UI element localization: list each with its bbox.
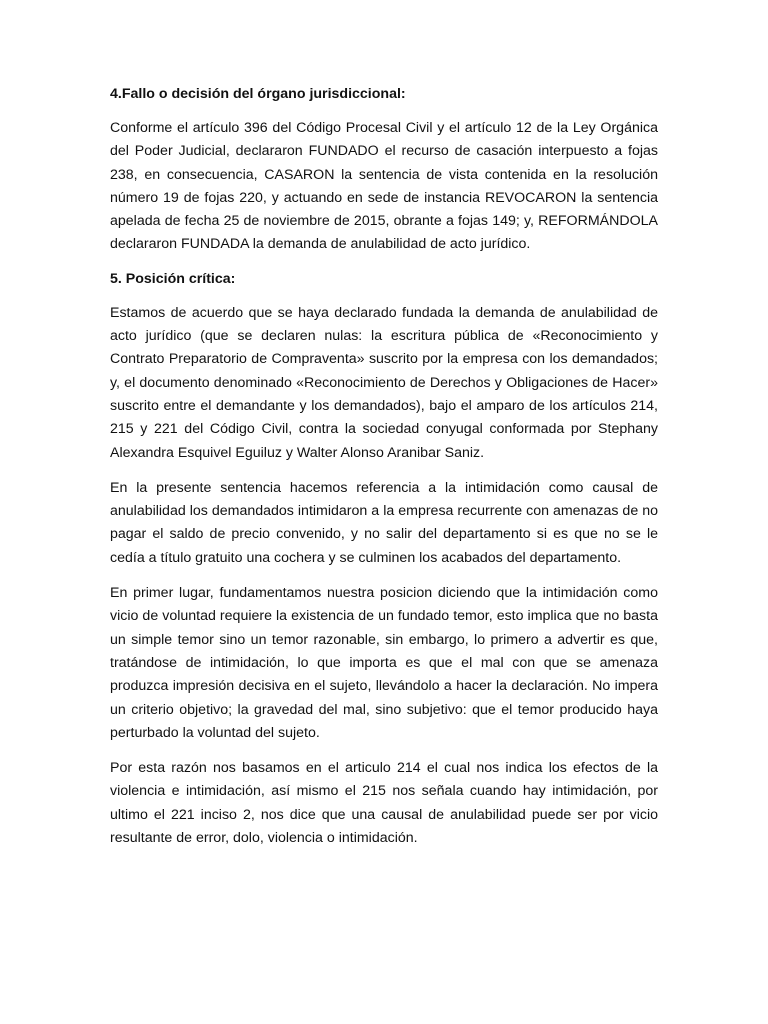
document-page <box>110 84 658 862</box>
section-heading-5: 5. Posición crítica: <box>110 270 236 287</box>
section-5-paragraph-4: Por esta razón nos basamos en el articulo 214 el cual nos indica los efectos de la violencia e intimidación, así mismo el 215 nos señala cuando hay intimidación, por ultimo el 221 inciso 2, nos dice que una causal de anulabilidad puede ser por vicio resultante de error, dolo, violencia o intimidación. <box>110 760 658 847</box>
section-heading-4: 4.Fallo o decisión del órgano jurisdiccional: <box>110 86 406 102</box>
section-4-paragraph: Conforme el artículo 396 del Código Procesal Civil y el artículo 12 de la Ley Orgánica del Poder Judicial, declararon FUNDADO el recurso de casación interpuesto a fojas 238, en consecuencia, CASARON la sentencia de vista contenida en la resolución número 19 de fojas 220, y actuando en sede de instancia REVOCARON la sentencia apelada de fecha 25 de noviembre de 2015, obrante a fojas 149; y, REFORMÁNDOLA declararon FUNDADA la demanda de anulabilidad de acto jurídico. <box>110 120 658 253</box>
section-5-paragraph-3: En primer lugar, fundamentamos nuestra posicion diciendo que la intimidación como vicio de voluntad requiere la existencia de un fundado temor, esto implica que no basta un simple temor sino un temor razonable, sin embargo, lo primero a advertir es que, tratándose de intimidación, lo que importa es que el mal con que se amenaza produzca impresión decisiva en el sujeto, llevándolo a hacer la declaración. No impera un criterio objetivo; la gravedad del mal, sino subjetivo: que el temor producido haya perturbado la voluntad del sujeto. <box>110 585 658 741</box>
section-5-paragraph-1: Estamos de acuerdo que se haya declarado fundada la demanda de anulabilidad de acto jurídico (que se declaren nulas: la escritura pública de «Reconocimiento y Contrato Preparatorio de Compraventa» suscrito por la empresa con los demandados; y, el documento denominado «Reconocimiento de Derechos y Obligaciones de Hacer» suscrito entre el demandante y los demandados), bajo el amparo de los artículos 214, 215 y 221 del Código Civil, contra la sociedad conyugal conformada por Stephany Alexandra Esquivel Eguiluz y Walter Alonso Aranibar Saniz. <box>110 304 658 461</box>
section-5-paragraph-2: En la presente sentencia hacemos referencia a la intimidación como causal de anulabilidad los demandados intimidaron a la empresa recurrente con amenazas de no pagar el saldo de precio convenido, y no salir del departamento si es que no se le cedía a título gratuito una cochera y se culminen los acabados del departamento. <box>110 479 658 566</box>
